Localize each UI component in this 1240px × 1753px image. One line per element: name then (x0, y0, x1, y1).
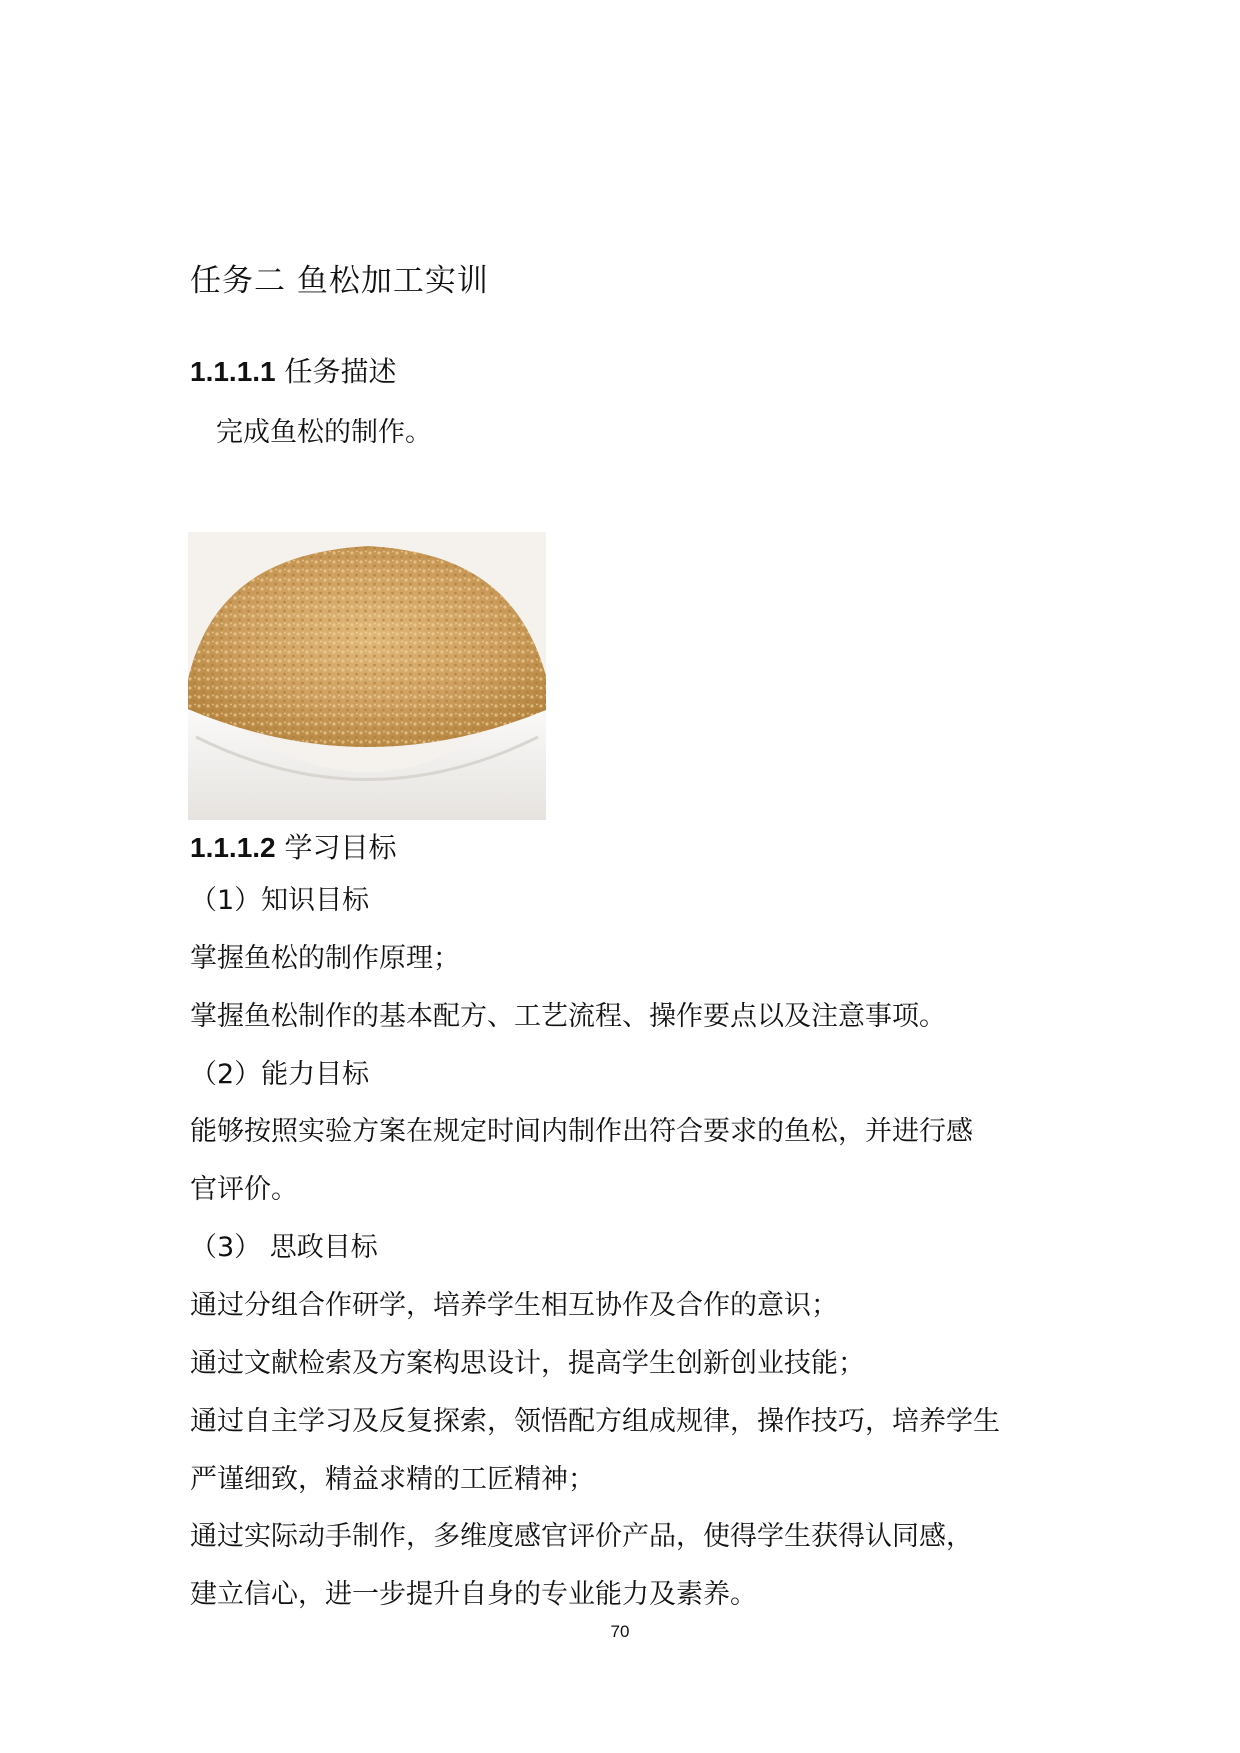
ideology-goal-heading: （3） 思政目标 (190, 1232, 378, 1263)
ideology-goal-line-6: 建立信心，进一步提升自身的专业能力及素养。 (190, 1579, 757, 1610)
ideology-goal-line-2: 通过文献检索及方案构思设计，提高学生创新创业技能； (190, 1348, 865, 1379)
task-title: 任务二 鱼松加工实训 (190, 263, 489, 299)
fish-floss-photo (188, 532, 546, 820)
ideology-goal-line-3: 通过自主学习及反复探索，领悟配方组成规律，操作技巧，培养学生 (190, 1406, 1000, 1437)
section-1-heading (190, 350, 397, 390)
section-1-number: 1.1.1.1 (190, 356, 276, 387)
section-2-number: 1.1.1.2 (190, 832, 276, 863)
section-2-title: 学习目标 (284, 831, 397, 864)
ideology-goal-line-4: 严谨细致，精益求精的工匠精神； (190, 1464, 595, 1495)
page-number: 70 (610, 1622, 630, 1641)
task-description: 完成鱼松的制作。 (216, 417, 432, 448)
ideology-goal-line-5: 通过实际动手制作，多维度感官评价产品，使得学生获得认同感， (190, 1521, 973, 1552)
ability-goal-heading: （2）能力目标 (190, 1059, 370, 1090)
ability-goal-line-2: 官评价。 (190, 1174, 298, 1205)
knowledge-goal-line-1: 掌握鱼松的制作原理； (190, 943, 460, 974)
knowledge-goal-line-2: 掌握鱼松制作的基本配方、工艺流程、操作要点以及注意事项。 (190, 1001, 946, 1032)
fish-floss-bowl-image (188, 532, 546, 820)
section-1-title: 任务描述 (284, 355, 397, 388)
section-2-heading (190, 826, 397, 866)
knowledge-goal-heading: （1）知识目标 (190, 885, 370, 916)
ability-goal-line-1: 能够按照实验方案在规定时间内制作出符合要求的鱼松，并进行感 (190, 1116, 973, 1147)
ideology-goal-line-1: 通过分组合作研学，培养学生相互协作及合作的意识； (190, 1290, 838, 1321)
